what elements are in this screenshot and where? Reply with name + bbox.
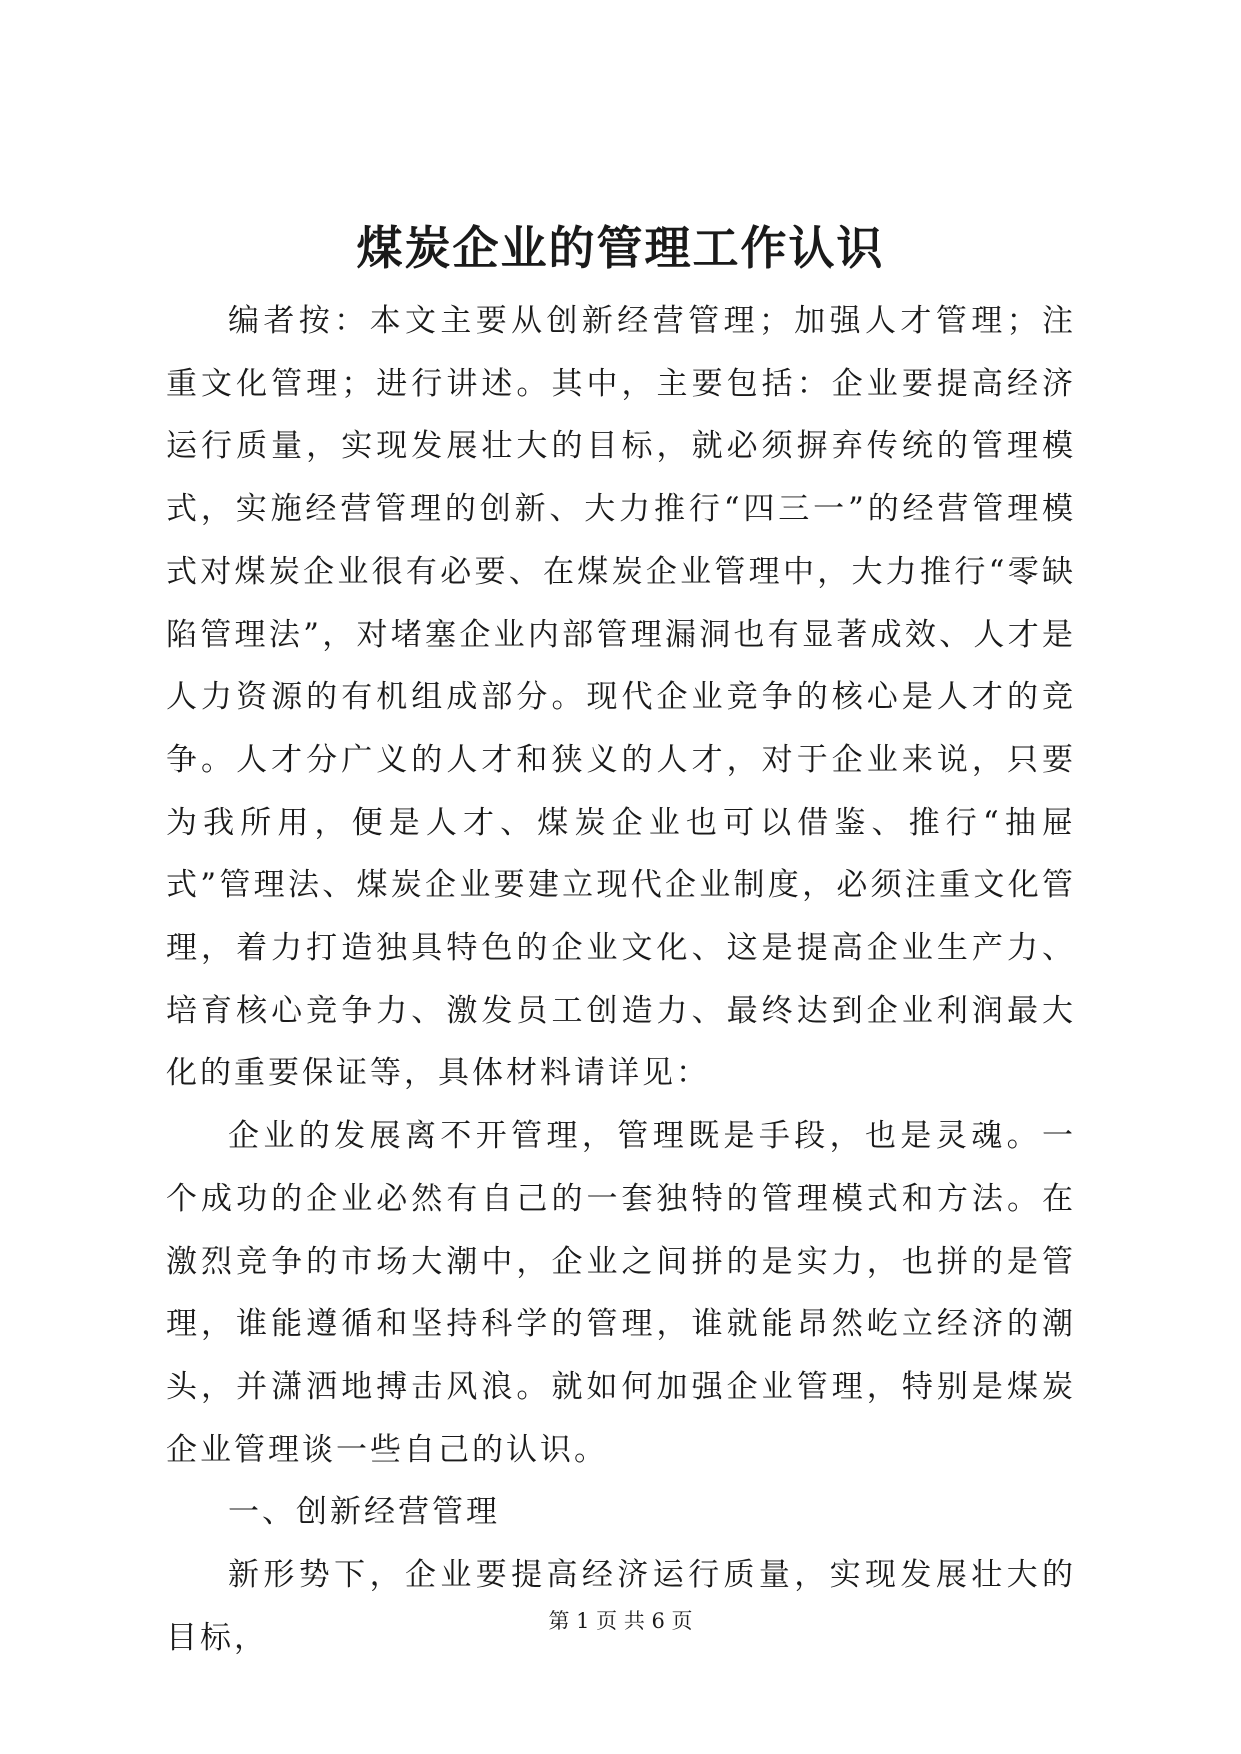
page-footer: 第 1 页 共 6 页 xyxy=(548,1609,693,1633)
intro-paragraph: 企业的发展离不开管理，管理既是手段，也是灵魂。一个成功的企业必然有自己的一套独特的管理模式和方法。在激烈竞争的市场大潮中，企业之间拼的是实力，也拼的是管理，谁能遵循和坚持科学的管理，谁就能昂然屹立经济的潮头，并潇洒地搏击风浪。就如何加强企业管理，特别是煤炭企业管理谈一些自己的认识。 xyxy=(166,1118,1076,1468)
editor-note-paragraph: 编者按：本文主要从创新经营管理；加强人才管理；注重文化管理；进行讲述。其中，主要包括：企业要提高经济运行质量，实现发展壮大的目标，就必须摒弃传统的管理模式，实施经营管理的创新、大力推行“四三一”的经营管理模式对煤炭企业很有必要、在煤炭企业管理中，大力推行“零缺陷管理法”，对堵塞企业内部管理漏洞也有显著成效、人才是人力资源的有机组成部分。现代企业竞争的核心是人才的竞争。人才分广义的人才和狭义的人才，对于企业来说，只要为我所用，便是人才、煤炭企业也可以借鉴、推行“抽屉式”管理法、煤炭企业要建立现代企业制度，必须注重文化管理，着力打造独具特色的企业文化、这是提高企业生产力、培育核心竞争力、激发员工创造力、最终达到企业利润最大化的重要保证等，具体材料请详见： xyxy=(166,303,1076,1092)
document-title: 煤炭企业的管理工作认识 xyxy=(356,221,885,275)
section-heading: 一、创新经营管理 xyxy=(228,1494,500,1531)
document-body xyxy=(166,290,1076,1669)
section-paragraph: 新形势下，企业要提高经济运行质量，实现发展壮大的目标， xyxy=(166,1557,1076,1656)
